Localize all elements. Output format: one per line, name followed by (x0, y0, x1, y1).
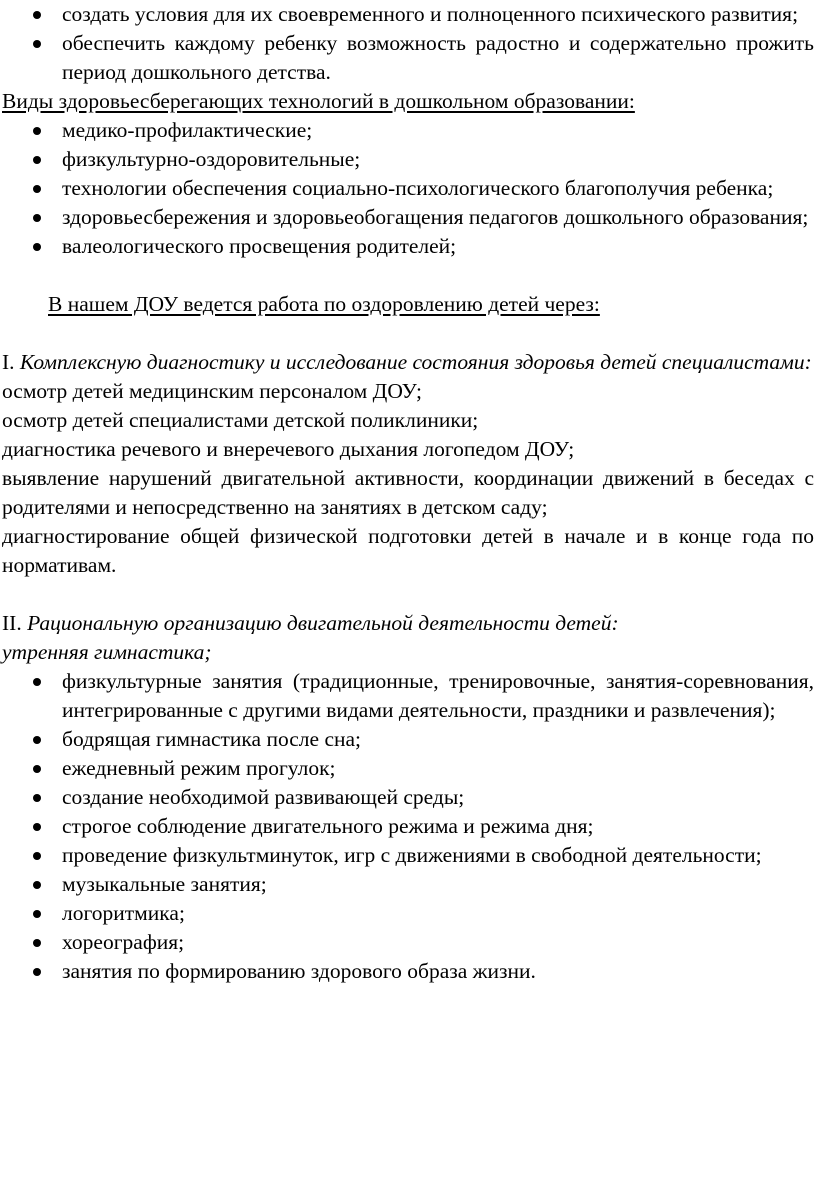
list-item: музыкальные занятия; (2, 870, 814, 899)
section1-title: Комплексную диагностику и исследование состояния здоровья детей специалистами: (19, 350, 812, 374)
section1-item: диагностирование общей физической подготовки детей в начале и в конце года по нормативам. (2, 524, 814, 577)
bullet-icon (33, 881, 41, 889)
list-item: строгое соблюдение двигательного режима и режима дня; (2, 812, 814, 841)
section2-title-line (2, 609, 814, 638)
bullet-icon (33, 243, 41, 251)
goals-list (2, 0, 814, 87)
list-item: здоровьесбережения и здоровьеобогащения педагогов дошкольного образования; (2, 203, 814, 232)
section1-item: осмотр детей медицинским персоналом ДОУ; (2, 379, 423, 403)
list-item: создать условия для их своевременного и полноценного психического развития; (2, 0, 814, 29)
dou-heading-line (2, 290, 814, 319)
bullet-icon (33, 11, 41, 19)
bullet-icon (33, 214, 41, 222)
bullet-icon (33, 156, 41, 164)
bullet-icon (33, 127, 41, 135)
section1-numeral: I. (2, 350, 15, 374)
list-item: медико-профилактические; (2, 116, 814, 145)
bullet-icon (33, 794, 41, 802)
dou-heading: В нашем ДОУ ведется работа по оздоровлению детей через: (48, 292, 600, 316)
list-item: физкультурные занятия (традиционные, тренировочные, занятия-соревнования, интегрированные с другими видами деятельности, праздники и развлечения); (2, 667, 814, 725)
list-item: физкультурно-оздоровительные; (2, 145, 814, 174)
list-item: хореография; (2, 928, 814, 957)
list-item: валеологического просвещения родителей; (2, 232, 814, 261)
section2-numeral: II. (2, 611, 22, 635)
list-item: создание необходимой развивающей среды; (2, 783, 814, 812)
list-item: ежедневный режим прогулок; (2, 754, 814, 783)
bullet-icon (33, 910, 41, 918)
list-item: обеспечить каждому ребенку возможность радостно и содержательно прожить период дошкольного детства. (2, 29, 814, 87)
bullet-icon (33, 823, 41, 831)
list-item: проведение физкультминуток, игр с движениями в свободной деятельности; (2, 841, 814, 870)
types-heading: Виды здоровьесберегающих технологий в дошкольном образовании: (2, 89, 635, 113)
section2-title: Рациональную организацию двигательной деятельности детей: (27, 611, 619, 635)
section1-item: осмотр детей специалистами детской поликлиники; (2, 408, 479, 432)
bullet-icon (33, 40, 41, 48)
bullet-icon (33, 765, 41, 773)
bullet-icon (33, 678, 41, 686)
bullet-icon (33, 852, 41, 860)
list-item: занятия по формированию здорового образа жизни. (2, 957, 814, 986)
bullet-icon (33, 185, 41, 193)
section2-list (2, 667, 814, 986)
bullet-icon (33, 939, 41, 947)
types-list (2, 116, 814, 261)
bullet-icon (33, 736, 41, 744)
section2-subtitle: утренняя гимнастика; (2, 640, 212, 664)
list-item: бодрящая гимнастика после сна; (2, 725, 814, 754)
list-item: технологии обеспечения социально-психологического благополучия ребенка; (2, 174, 814, 203)
section1-title-line (2, 348, 814, 377)
bullet-icon (33, 968, 41, 976)
section1-item: диагностика речевого и внеречевого дыхания логопедом ДОУ; (2, 437, 575, 461)
list-item: логоритмика; (2, 899, 814, 928)
section1-item: выявление нарушений двигательной активности, координации движений в беседах с родителями и непосредственно на занятиях в детском саду; (2, 466, 814, 519)
